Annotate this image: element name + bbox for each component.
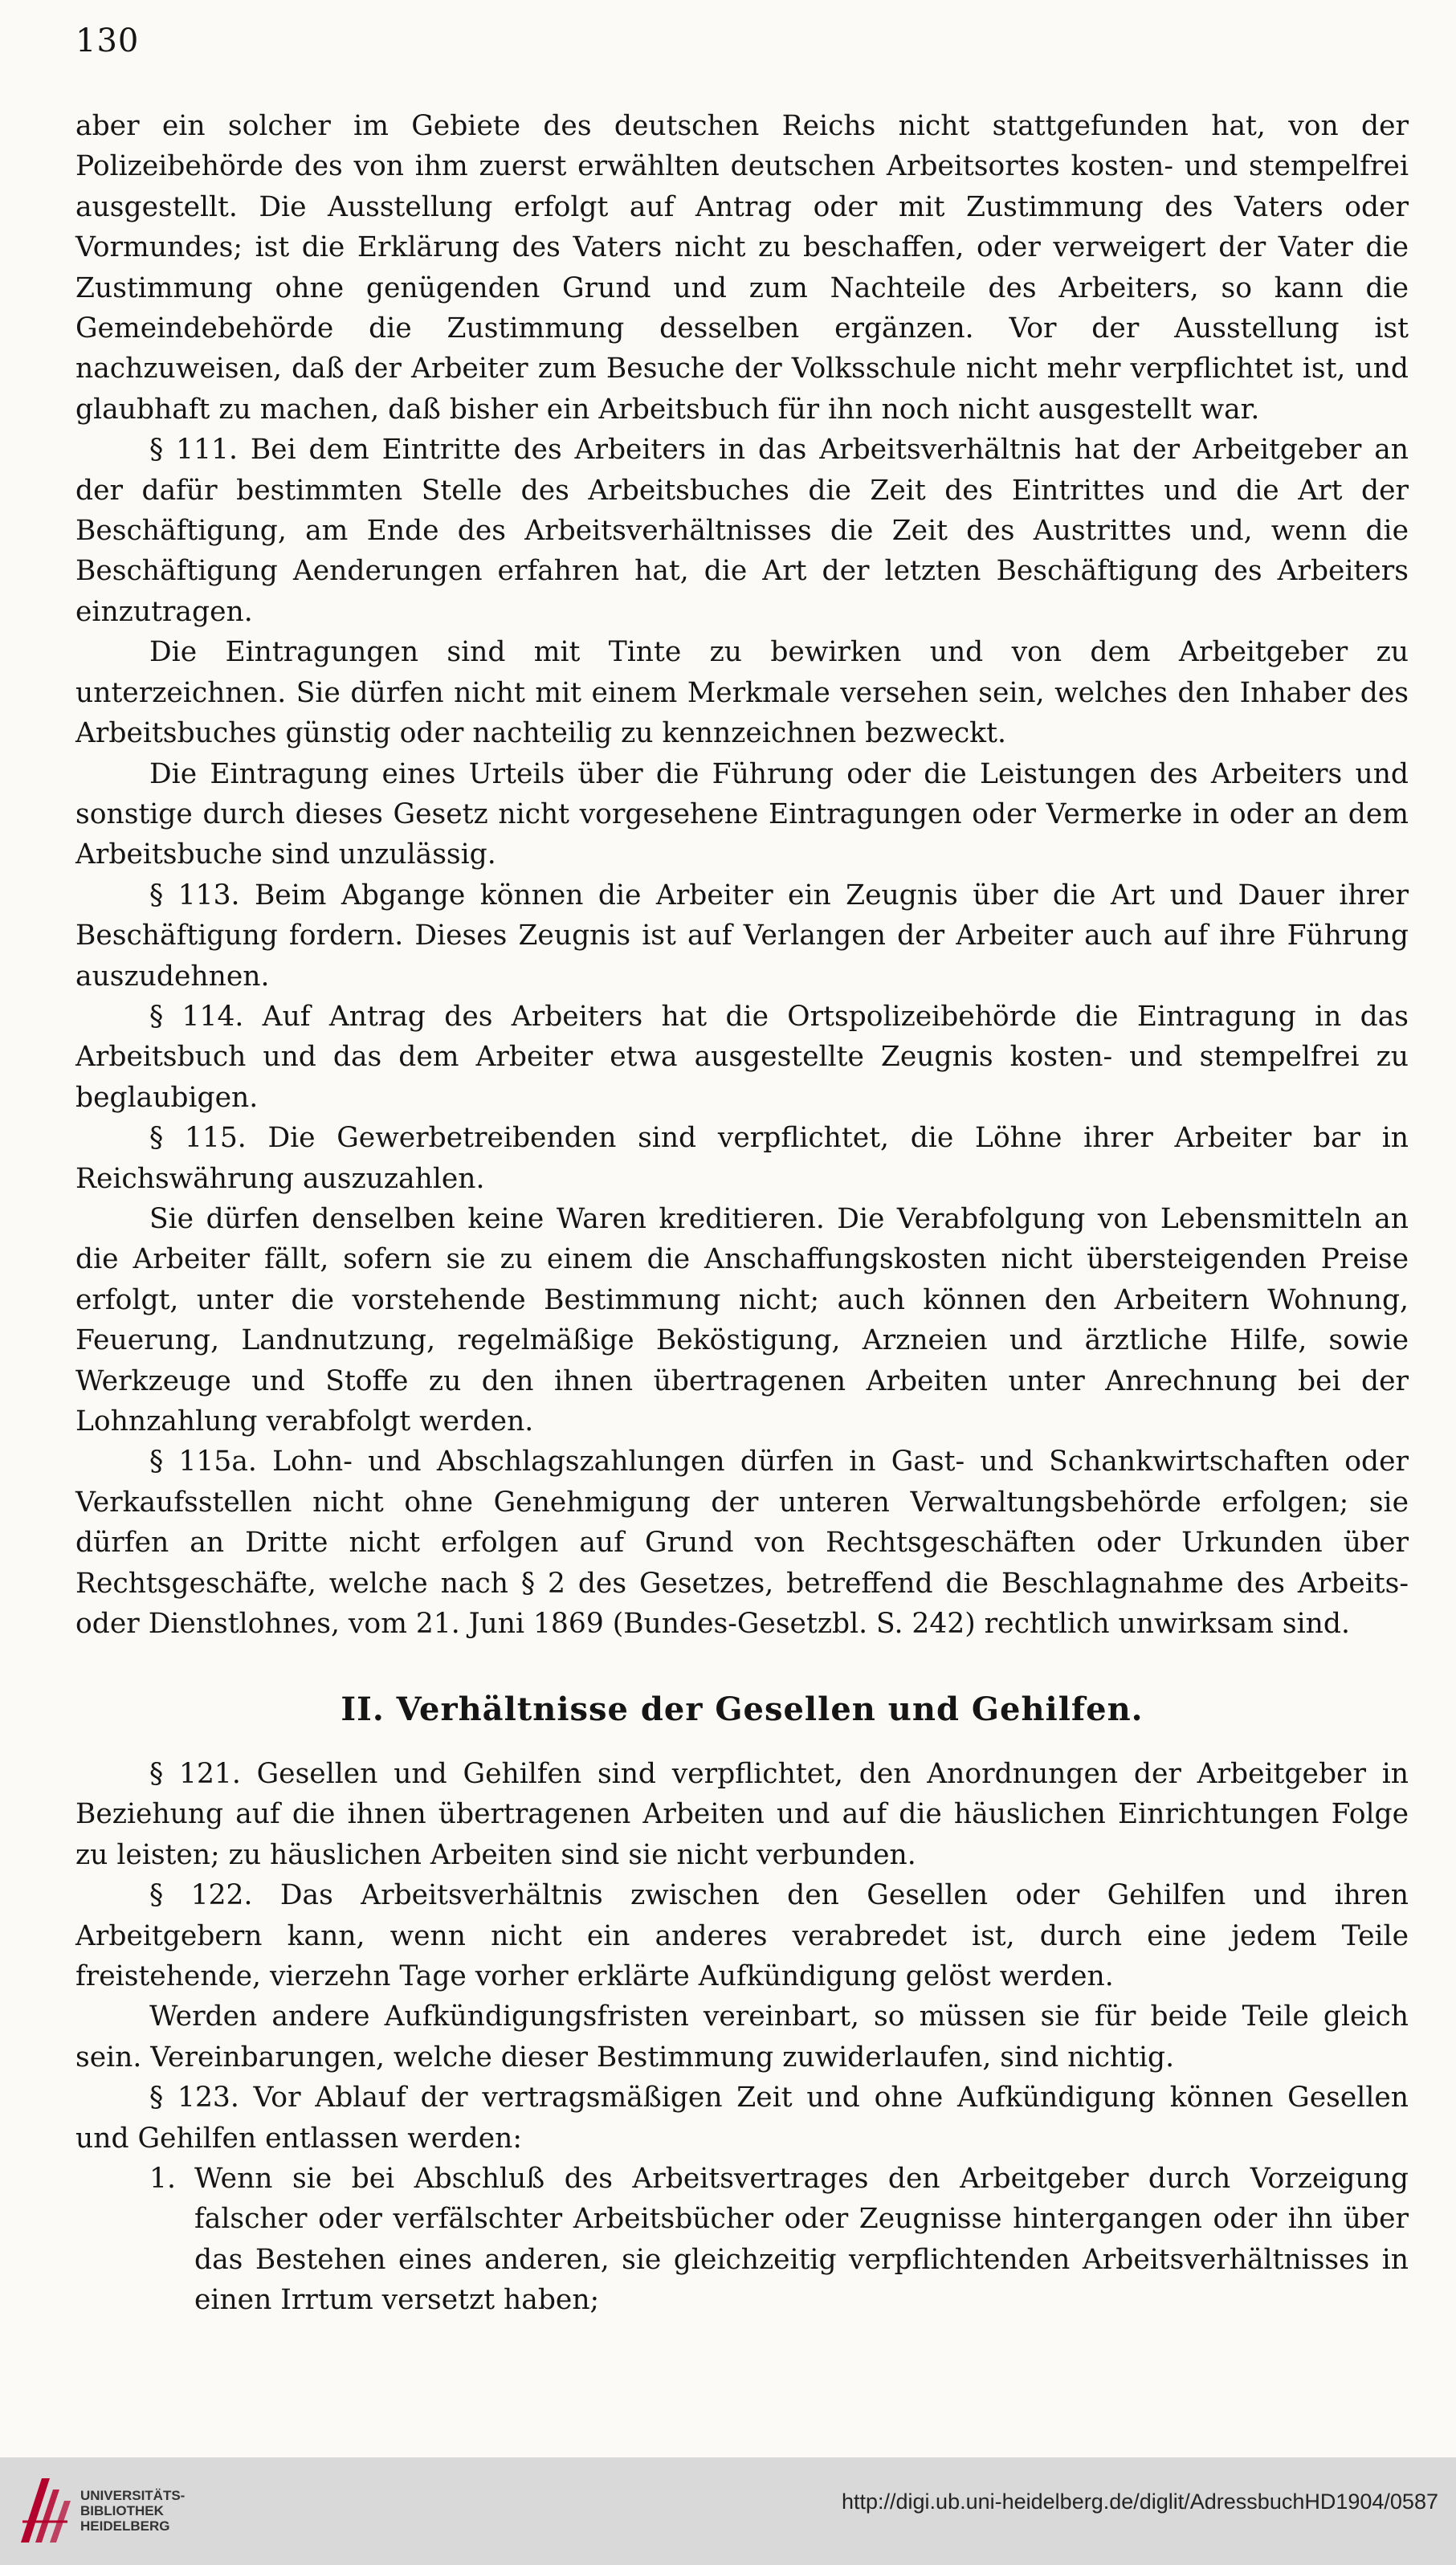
paragraph-section-123: § 123. Vor Ablauf der vertragsmäßigen Zeit und ohne Aufkündigung können Gesellen und Gehilfen entlassen werden: xyxy=(75,2082,1409,2155)
paragraph-section-115: § 115. Die Gewerbetreibenden sind verpflichtet, die Löhne ihrer Arbeiter bar in Reichswährung auszuzahlen. xyxy=(75,1122,1409,1195)
digitization-footer xyxy=(0,2457,1456,2565)
paragraph-continuation: aber ein solcher im Gebiete des deutschen Reichs nicht stattgefunden hat, von der Polizeibehörde des von ihm zuerst erwählten deutschen Arbeitsortes kosten- und stempelfrei ausgestellt. Die Ausstellung erfolgt auf Antrag oder mit Zustimmung des Vaters oder Vormundes; ist die Erklärung des Vaters nicht zu beschaffen, oder verweigert der Vater die Zustimmung ohne genügenden Grund und zum Nachteile des Arbeiters, so kann die Gemeindebehörde die Zustimmung desselben ergänzen. Vor der Ausstellung ist nachzuweisen, daß der Arbeiter zum Besuche der Volksschule nicht mehr verpflichtet ist, und glaubhaft zu machen, daß bisher ein Arbeitsbuch für ihn noch nicht ausgestellt war. xyxy=(75,110,1409,426)
paragraph: Werden andere Aufkündigungsfristen vereinbart, so müssen sie für beide Teile gleich sein. Vereinbarungen, welche dieser Bestimmung zuwiderlaufen, sind nichtig. xyxy=(75,2000,1409,2074)
source-url-link[interactable]: http://digi.ub.uni-heidelberg.de/diglit/AdressbuchHD1904/0587 xyxy=(841,2490,1438,2514)
paragraph-section-115a: § 115a. Lohn- und Abschlagszahlungen dürfen in Gast- und Schankwirtschaften oder Verkaufsstellen nicht ohne Genehmigung der unteren Verwaltungsbehörde erfolgen; sie dürfen an Dritte nicht erfolgen auf Grund von Rechtsgeschäften oder Urkunden über Rechtsgeschäfte, welche nach § 2 des Gesetzes, betreffend die Beschlagnahme des Arbeits- oder Dienstlohnes, vom 21. Juni 1869 (Bundes-Gesetzbl. S. 242) rechtlich unwirksam sind. xyxy=(75,1446,1409,1641)
library-name-line: BIBLIOTHEK xyxy=(80,2503,164,2518)
paragraph-section-111: § 111. Bei dem Eintritte des Arbeiters in das Arbeitsverhältnis hat der Arbeitgeber an der dafür bestimmten Stelle des Arbeitsbuches die Zeit des Eintrittes und die Art der Beschäftigung, am Ende des Arbeitsverhältnisses die Zeit des Austrittes und, wenn die Beschäftigung Aenderungen erfahren hat, die Art der letzten Beschäftigung des Arbeiters einzutragen. xyxy=(75,434,1409,628)
page-number: 130 xyxy=(75,22,140,59)
paragraph: Die Eintragungen sind mit Tinte zu bewirken und von dem Arbeitgeber zu unterzeichnen. Sie dürfen nicht mit einem Merkmale versehen sein, welches den Inhaber des Arbeitsbuches günstig oder nachteilig zu kennzeichnen bezweckt. xyxy=(75,636,1409,750)
paragraph: Sie dürfen denselben keine Waren kreditieren. Die Verabfolgung von Lebensmitteln an die Arbeiter fällt, sofern sie zu einem die Anschaffungskosten nicht übersteigenden Preise erfolgt, unter die vorstehende Bestimmung nicht; auch können den Arbeitern Wohnung, Feuerung, Landnutzung, regelmäßige Beköstigung, Arzneien und ärztliche Hilfe, sowie Werkzeuge und Stoffe zu den ihnen übertragenen Arbeiten unter Anrechnung bei der Lohnzahlung verabfolgt werden. xyxy=(75,1202,1409,1437)
paragraph-section-121: § 121. Gesellen und Gehilfen sind verpflichtet, den Anordnungen der Arbeitgeber in Beziehung auf die ihnen übertragenen Arbeiten und auf die häuslichen Einrichtungen Folge zu leisten; zu häuslichen Arbeiten sind sie nicht verbunden. xyxy=(75,1758,1409,1871)
paragraph-section-114: § 114. Auf Antrag des Arbeiters hat die Ortspolizeibehörde die Eintragung in das Arbeitsbuch und das dem Arbeiter etwa ausgestellte Zeugnis kosten- und stempelfrei zu beglaubigen. xyxy=(75,1000,1409,1114)
heidelberg-library-logo-icon xyxy=(18,2473,74,2547)
paragraph-section-113: § 113. Beim Abgange können die Arbeiter ein Zeugnis über die Art und Dauer ihrer Beschäftigung fordern. Dieses Zeugnis ist auf Verlangen der Arbeiter auch auf ihre Führung auszudehnen. xyxy=(75,879,1409,993)
list-item-number: 1. xyxy=(149,2163,176,2196)
library-name xyxy=(80,2488,185,2534)
section-body-text xyxy=(75,1754,1409,2321)
list-item-text: Wenn sie bei Abschluß des Arbeitsvertrages den Arbeitgeber durch Vorzeigung falscher oder verfälschter Arbeitsbücher oder Zeugnisse hintergangen oder ihn über das Bestehen eines anderen, sie gleichzeitig verpflichtenden Arbeitsverhältnisses in einen Irrtum versetzt haben; xyxy=(194,2163,1409,2317)
list-item xyxy=(75,2159,1409,2321)
paragraph: Die Eintragung eines Urteils über die Führung oder die Leistungen des Arbeiters und sonstige durch dieses Gesetz nicht vorgesehene Eintragungen oder Vermerke in oder an dem Arbeitsbuche sind unzulässig. xyxy=(75,757,1409,871)
paragraph-section-122: § 122. Das Arbeitsverhältnis zwischen den Gesellen oder Gehilfen und ihren Arbeitgebern kann, wenn nicht ein anderes verabredet ist, durch eine jedem Teile freistehende, vierzehn Tage vorher erklärte Aufkündigung gelöst werden. xyxy=(75,1879,1409,1993)
library-name-line: UNIVERSITÄTS- xyxy=(80,2488,186,2503)
section-heading: II. Verhältnisse der Gesellen und Gehilfen. xyxy=(341,1690,1144,1728)
library-name-line: HEIDELBERG xyxy=(80,2518,170,2534)
body-text xyxy=(75,106,1409,1644)
